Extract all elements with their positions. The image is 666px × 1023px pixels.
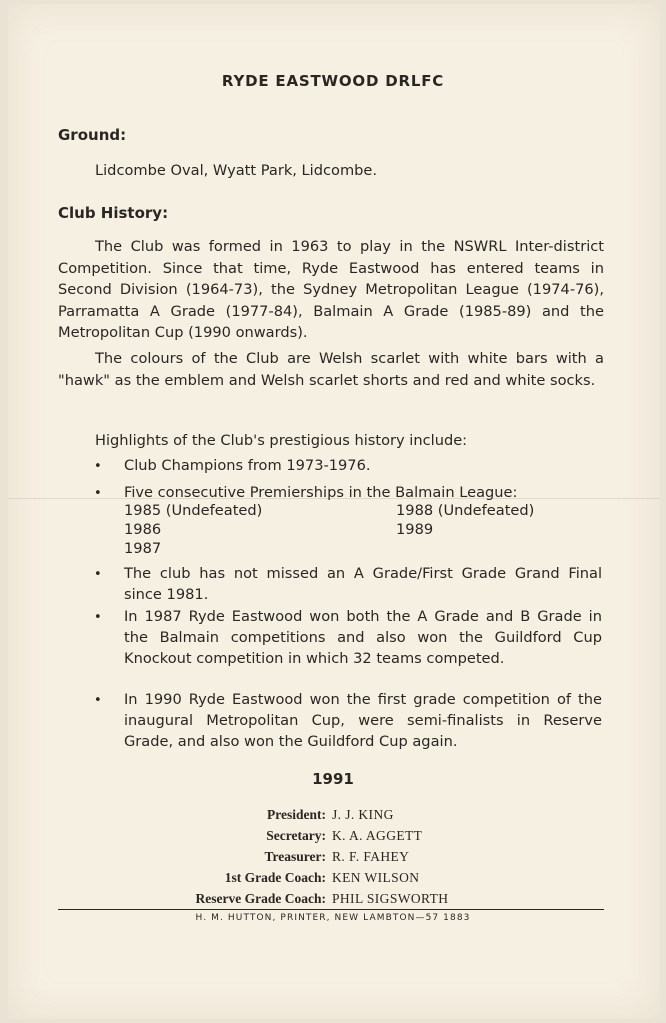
season-year: 1991 — [312, 770, 354, 788]
premiership-1986: 1986 — [124, 521, 162, 538]
bullet-dot: • — [94, 459, 102, 474]
premiership-1989: 1989 — [396, 521, 434, 538]
ground-heading: Ground: — [58, 126, 127, 144]
official-name: K. A. AGGETT — [332, 828, 423, 843]
bullet-dot: • — [94, 486, 102, 501]
official-treasurer — [150, 846, 480, 867]
official-first-grade-coach — [150, 867, 480, 888]
highlight-4: In 1987 Ryde Eastwood won both the A Grade and B Grade in the Balmain competitions and also won the Guildford Cup Knockout competition in which 32 teams competed. — [124, 608, 602, 667]
official-label: President: — [267, 807, 326, 822]
bullet-dot: • — [94, 610, 102, 625]
officials-list — [150, 804, 480, 909]
official-label: 1st Grade Coach: — [224, 870, 326, 885]
highlight-5: In 1990 Ryde Eastwood won the first grade competition of the inaugural Metropolitan Cup, were semi-finalists in Reserve Grade, and also won the Guildford Cup again. — [124, 691, 602, 750]
highlights-intro: Highlights of the Club's prestigious history include: — [95, 432, 468, 449]
official-name: R. F. FAHEY — [332, 849, 410, 864]
official-label: Secretary: — [266, 828, 326, 843]
footer-divider — [58, 909, 604, 910]
highlight-3: The club has not missed an A Grade/First Grade Grand Final since 1981. — [124, 565, 602, 603]
premiership-1985: 1985 (Undefeated) — [124, 502, 263, 519]
bullet-dot: • — [94, 693, 102, 708]
club-history-heading: Club History: — [58, 204, 169, 222]
premiership-1988: 1988 (Undefeated) — [396, 502, 535, 519]
bullet-dot: • — [94, 567, 102, 582]
printer-imprint: H. M. HUTTON, PRINTER, NEW LAMBTON—57 1883 — [195, 913, 471, 923]
official-name: PHIL SIGSWORTH — [332, 891, 449, 906]
official-reserve-grade-coach — [150, 888, 480, 909]
official-secretary — [150, 825, 480, 846]
official-label: Treasurer: — [264, 849, 326, 864]
official-name: KEN WILSON — [332, 870, 420, 885]
official-label: Reserve Grade Coach: — [195, 891, 326, 906]
ground-text: Lidcombe Oval, Wyatt Park, Lidcombe. — [95, 162, 378, 179]
history-paragraph-1: The Club was formed in 1963 to play in the NSWRL Inter-district Competition. Since that time, Ryde Eastwood has entered teams in Second Division (1964-73), the Sydney Metropolitan League (1974-76), Parramatta A Grade (1977-84), Balmain A Grade (1985-89) and the Metropolitan Cup (1990 onwards). — [58, 238, 604, 341]
official-name: J. J. KING — [332, 807, 394, 822]
premiership-1987: 1987 — [124, 540, 162, 557]
highlight-1: Club Champions from 1973-1976. — [124, 457, 371, 474]
history-paragraph-2: The colours of the Club are Welsh scarlet with white bars with a "hawk" as the emblem and Welsh scarlet shorts and red and white socks. — [58, 350, 604, 389]
official-president — [150, 804, 480, 825]
highlight-2: Five consecutive Premierships in the Balmain League: — [124, 484, 518, 501]
page-title: RYDE EASTWOOD DRLFC — [221, 72, 445, 90]
